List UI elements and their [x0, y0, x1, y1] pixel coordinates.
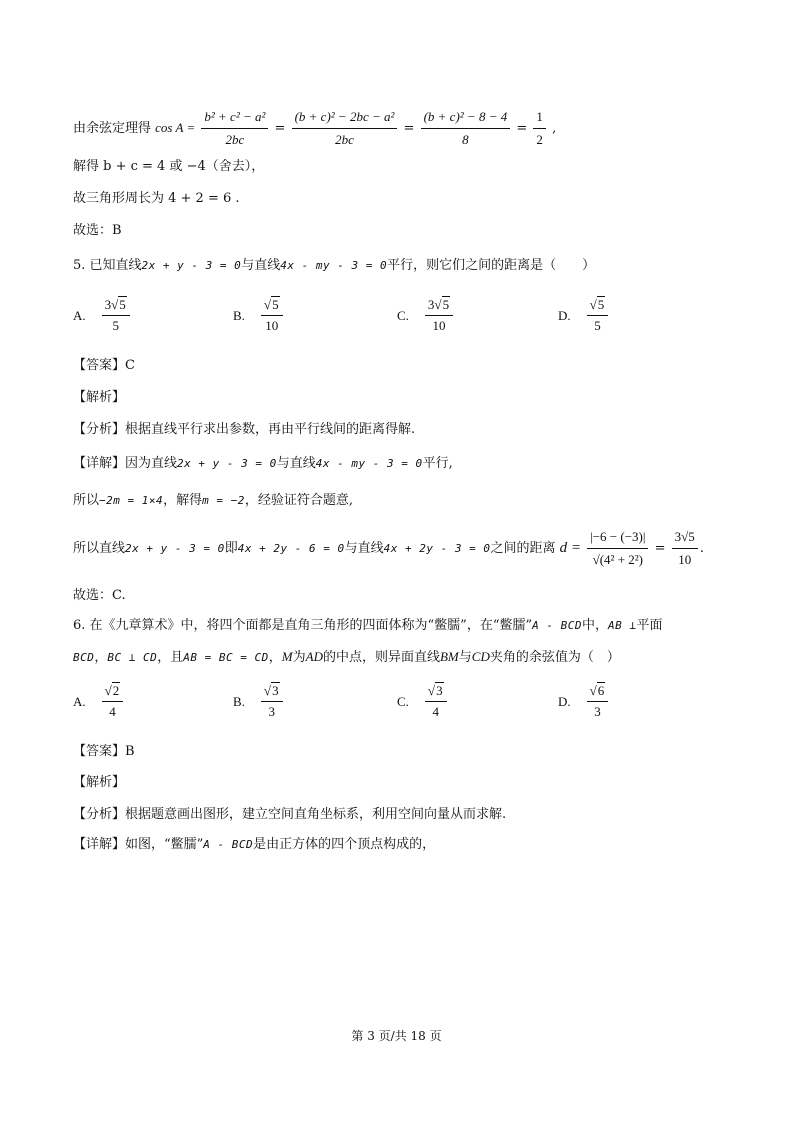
q5-so1-mid: ，解得 — [163, 493, 203, 508]
q6-xj-math: A - BCD — [203, 838, 254, 851]
q6-stem-line2 — [73, 648, 620, 667]
q5-xj-post: 平行, — [422, 456, 453, 471]
q5-c-den: 10 — [432, 318, 446, 333]
q5-option-c-label: C. — [397, 307, 409, 323]
q6-analysis-title: 【解析】 — [73, 775, 126, 790]
q5-option-c-value: $\frac{3√5}{10}$ — [425, 297, 453, 334]
q5-b-rad: 5 — [272, 297, 279, 312]
cosine-intro: 由余弦定理得 — [73, 121, 152, 136]
q6-option-c-label: C. — [397, 693, 409, 709]
cos-f3-num: (b + c)² − 8 − 4 — [421, 108, 511, 129]
q5-result-den: 10 — [678, 552, 692, 567]
q5-xj-l2: 4x - my - 3 = 0 — [315, 457, 423, 470]
q5-option-b-value: $\frac{√5}{10}$ — [261, 297, 283, 334]
q5-stem — [73, 257, 595, 275]
perimeter-line: 故三角形周长为 4 + 2 = 6 . — [73, 191, 240, 206]
q6-option-c-value: $\frac{√3}{4}$ — [425, 683, 447, 720]
q5-so1-post: ，经验证符合题意, — [244, 493, 354, 508]
q5-so2-dist: 之间的距离 — [490, 541, 556, 556]
q5-c-rad: 5 — [442, 297, 450, 312]
q6-option-d-label: D. — [558, 693, 571, 709]
q5-stem-post: 平行，则它们之间的距离是（ ） — [387, 258, 596, 273]
q6-stem2-m: M — [281, 649, 293, 664]
q6-a-rad: 2 — [112, 683, 120, 698]
q6-b-rad: 3 — [272, 683, 279, 698]
page-footer: 第 3 页/共 18 页 — [351, 1029, 442, 1043]
q5-d-den: 5 — [594, 318, 601, 333]
q6-stem1-post: 中， — [581, 618, 608, 633]
cos-tail: , — [552, 121, 557, 136]
q6-option-d[interactable] — [558, 683, 610, 720]
q5-so2-ji: 即 — [224, 541, 238, 556]
q5-so1 — [73, 492, 353, 510]
q5-d-rad: 5 — [597, 297, 605, 312]
q6-fenxi: 【分析】根据题意画出图形，建立空间直角坐标系，利用空间向量从而求解. — [73, 807, 507, 822]
cos-lhs: cos A = — [155, 120, 196, 135]
q6-c-rad: 3 — [436, 683, 443, 698]
q6-option-d-value: $\frac{√6}{3}$ — [587, 683, 609, 720]
q5-option-a[interactable] — [73, 297, 132, 334]
q6-stem2-rest2: 的中点，则异面直线 — [322, 650, 440, 665]
q5-a-den: 5 — [112, 318, 119, 333]
q5-so2-mid: 与直线 — [344, 541, 384, 556]
q6-b-den: 3 — [268, 704, 275, 719]
q6-stem-line1 — [73, 617, 663, 635]
q5-c-coef: 3 — [427, 297, 435, 312]
q6-stem2-rest1: 为 — [292, 650, 306, 665]
q5-result-num: 3√5 — [672, 528, 698, 549]
cos-fraction-2 — [292, 108, 398, 149]
q5-b-den: 10 — [265, 318, 279, 333]
cos-fraction-3 — [421, 108, 511, 149]
cos-f1-num: b² + c² − a² — [201, 108, 268, 129]
q5-xj-l1: 2x + y - 3 = 0 — [177, 457, 277, 470]
q5-xj-pre: 【详解】因为直线 — [73, 456, 178, 471]
q6-stem1: 6. 在《九章算术》中，将四个面都是直角三角形的四面体称为“鳖臑”，在“鳖臑” — [73, 618, 533, 633]
q5-result-fraction — [672, 528, 698, 569]
q5-so2-l1b: 4x + 2y - 6 = 0 — [237, 542, 345, 555]
q6-option-b-label: B. — [233, 693, 245, 709]
q6-option-a-label: A. — [73, 693, 86, 709]
q5-option-a-value: $\frac{3√5}{5}$ — [102, 297, 130, 334]
q6-stem2-rest3: 与 — [458, 650, 472, 665]
q5-xj-mid: 与直线 — [276, 456, 316, 471]
q6-stem2-bcd: BCD — [73, 651, 95, 664]
q5-option-b-label: B. — [233, 307, 245, 323]
q5-so1-res: m = −2 — [202, 494, 245, 507]
q6-stem2-rest-pre: ， — [268, 650, 282, 665]
prev-choose-line: 故选：B — [73, 223, 122, 238]
q5-answer: 【答案】C — [73, 358, 135, 373]
q6-c-den: 4 — [432, 704, 439, 719]
q6-option-c[interactable] — [397, 683, 449, 720]
q5-line1: 2x + y - 3 = 0 — [141, 259, 242, 272]
q5-so1-eq: −2m = 1×4 — [99, 494, 164, 507]
q6-option-a[interactable] — [73, 683, 125, 720]
q5-so2-d: d = — [559, 540, 581, 556]
q6-stem2-rest4: 夹角的余弦值为（ ） — [489, 650, 620, 665]
q6-stem1-ab: AB ⊥ — [608, 619, 637, 632]
q6-stem1-end: 平面 — [636, 618, 663, 633]
q6-stem2-eq: AB = BC = CD — [183, 651, 269, 664]
solve-line: 解得 b + c = 4 或 −4（舍去）， — [73, 159, 265, 174]
q5-option-d[interactable] — [558, 297, 610, 334]
q5-so2-l2: 4x + 2y - 3 = 0 — [383, 542, 491, 555]
q6-d-den: 3 — [594, 704, 601, 719]
q5-so2-pre: 所以直线 — [73, 541, 126, 556]
q5-stem-pre: 5. 已知直线 — [73, 258, 142, 273]
q6-stem2-perp: BC ⊥ CD — [107, 651, 158, 664]
cos-f4-num: 1 — [533, 108, 546, 129]
q5-fenxi: 【分析】根据直线平行求出参数，再由平行线间的距离得解. — [73, 422, 416, 437]
cos-f1-den: 2bc — [225, 132, 245, 147]
q5-so2 — [73, 528, 704, 569]
q5-xiangjie — [73, 455, 453, 473]
q5-option-c[interactable] — [397, 297, 455, 334]
q5-choose: 故选：C. — [73, 588, 126, 603]
q6-xj-post: 是由正方体的四个顶点构成的， — [253, 837, 436, 852]
q6-stem2-cd: CD — [471, 649, 490, 664]
q5-so2-eq: = — [654, 541, 666, 556]
q6-stem2-ad: AD — [305, 649, 323, 664]
q5-so2-l1: 2x + y - 3 = 0 — [125, 542, 225, 555]
q6-xj-pre: 【详解】如图，“鳖臑” — [73, 837, 204, 852]
q5-dist-num: |−6 − (−3)| — [587, 528, 648, 549]
q6-option-a-value: $\frac{√2}{4}$ — [102, 683, 124, 720]
q5-option-d-label: D. — [558, 307, 571, 323]
q6-option-b[interactable] — [233, 683, 285, 720]
cosine-law-line: 由余弦定理得 cos A = $\frac{\text{b² + c² − a²}}{2bc}$ = $\frac{\text{(b + c)² − 2bc − a²}}{2bc}$ = $\frac{\text{(b + c)² − 8 − 4}}{8}$ = $\frac{1}{2}$ , — [73, 109, 557, 147]
cos-f4-den: 2 — [536, 132, 543, 147]
q6-stem2-and: ，且 — [157, 650, 184, 665]
q6-a-den: 4 — [109, 704, 116, 719]
cos-fraction-4 — [533, 108, 546, 149]
q5-option-b[interactable] — [233, 297, 285, 334]
cos-fraction-1 — [201, 108, 268, 149]
q5-option-a-label: A. — [73, 307, 86, 323]
q5-so1-pre: 所以 — [73, 493, 100, 508]
q5-line2: 4x - my - 3 = 0 — [280, 259, 388, 272]
q5-analysis-title: 【解析】 — [73, 390, 126, 405]
cos-f2-den: 2bc — [335, 132, 354, 147]
q5-a-rad: 5 — [119, 297, 126, 312]
q6-d-rad: 6 — [597, 683, 605, 698]
q5-so2-end: . — [699, 541, 704, 556]
q5-stem-mid: 与直线 — [241, 258, 281, 273]
q5-option-d-value: $\frac{√5}{5}$ — [587, 297, 609, 334]
q5-dist-fraction — [587, 528, 648, 569]
q6-option-b-value: $\frac{√3}{3}$ — [261, 683, 283, 720]
q6-xiangjie — [73, 836, 435, 854]
cos-f2-num: (b + c)² − 2bc − a² — [292, 108, 398, 129]
q6-answer: 【答案】B — [73, 744, 135, 759]
cos-f3-den: 8 — [462, 132, 469, 147]
q6-stem2-bm: BM — [439, 649, 459, 664]
q6-stem1-math: A - BCD — [532, 619, 582, 632]
q6-stem2-comma: ， — [94, 650, 108, 665]
q5-a-coef: 3 — [104, 297, 112, 312]
q5-dist-den: √(4² + 2²) — [592, 552, 644, 567]
